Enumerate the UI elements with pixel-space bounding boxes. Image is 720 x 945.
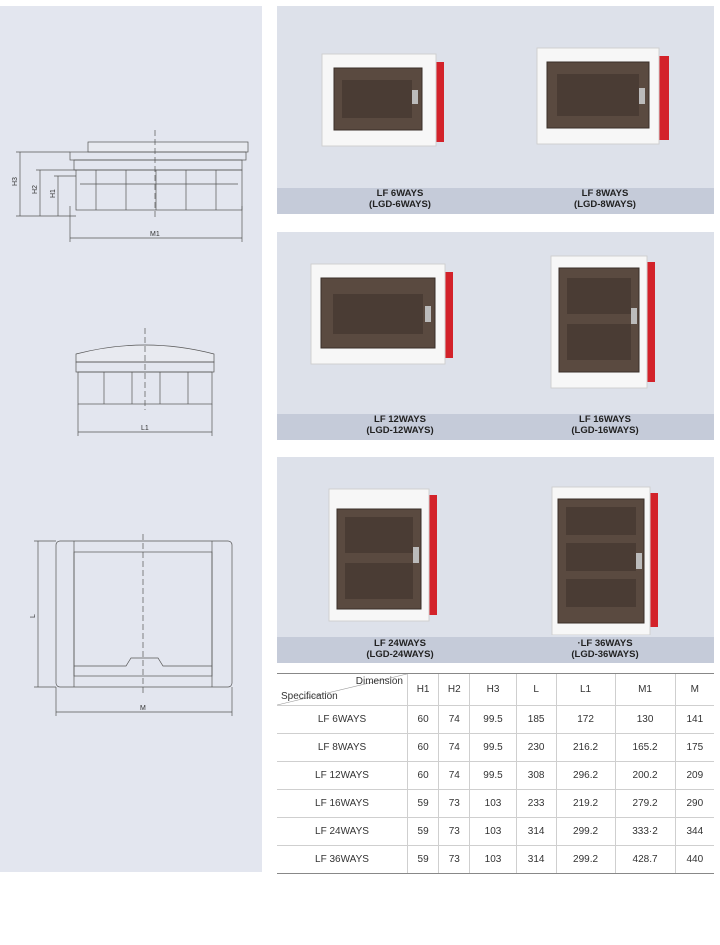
product-code: (LGD-36WAYS) [571,649,639,660]
column-header: H3 [470,674,516,706]
product-image-16ways [549,252,659,392]
table-cell: 99.5 [470,706,516,734]
table-cell: 165.2 [615,734,675,762]
table-cell: LF 12WAYS [277,762,408,790]
table-cell: 59 [408,818,439,846]
product-image-36ways [550,483,665,635]
table-cell: 314 [516,818,556,846]
table-cell: 99.5 [470,762,516,790]
table-corner-cell [277,674,408,706]
product-code: (LGD-16WAYS) [571,425,639,436]
product-caption-8ways [530,188,680,210]
table-cell: 175 [675,734,714,762]
table-cell: 216.2 [556,734,615,762]
dim-label-l: L [30,614,37,618]
table-cell: LF 36WAYS [277,846,408,874]
product-caption-6ways [325,188,475,210]
table-cell: 99.5 [470,734,516,762]
table-cell: 428.7 [615,846,675,874]
dim-label-h2: H2 [32,185,39,194]
dim-label-l1: L1 [141,425,149,432]
dim-label-h1: H1 [50,189,57,198]
product-name: LF 24WAYS [374,638,426,649]
product-code: (LGD-24WAYS) [366,649,434,660]
product-caption-16ways [530,414,680,436]
table-cell: LF 16WAYS [277,790,408,818]
table-cell: 103 [470,790,516,818]
table-cell: 299.2 [556,818,615,846]
table-cell: 185 [516,706,556,734]
product-image-8ways [535,42,675,152]
column-header: L1 [556,674,615,706]
table-cell: 141 [675,706,714,734]
table-row [277,846,714,874]
table-cell: 59 [408,846,439,874]
table-cell: 296.2 [556,762,615,790]
dim-label-m: M [140,705,146,712]
front-view-drawing [34,534,232,716]
table-cell: 60 [408,734,439,762]
product-image-6ways [320,46,450,156]
table-cell: 103 [470,818,516,846]
product-name: LF 12WAYS [374,414,426,425]
product-panel-2 [277,232,714,440]
table-cell: LF 8WAYS [277,734,408,762]
side-view-drawing [16,130,248,242]
product-panel-3 [277,457,714,663]
dim-label-h3: H3 [12,177,19,186]
table-cell: 333·2 [615,818,675,846]
product-code: (LGD-6WAYS) [369,199,431,210]
table-cell: 130 [615,706,675,734]
table-cell: 314 [516,846,556,874]
technical-drawings [0,6,262,872]
table-row [277,734,714,762]
product-name: LF 16WAYS [579,414,631,425]
column-header: M [675,674,714,706]
table-cell: 230 [516,734,556,762]
product-caption-12ways [325,414,475,436]
product-image-24ways [327,485,442,625]
table-cell: 209 [675,762,714,790]
product-caption-24ways [325,638,475,660]
product-name: LF 8WAYS [581,188,629,199]
table-cell: 172 [556,706,615,734]
specification-table [277,673,714,874]
table-cell: LF 24WAYS [277,818,408,846]
product-caption-36ways [530,638,680,660]
table-cell: 74 [439,706,470,734]
column-header: L [516,674,556,706]
table-cell: 74 [439,762,470,790]
table-header-row [277,674,714,706]
product-panel-1 [277,6,714,214]
product-code: (LGD-8WAYS) [574,199,636,210]
table-cell: LF 6WAYS [277,706,408,734]
top-view-drawing [76,328,214,436]
table-row [277,818,714,846]
corner-dimension-label: Dimension [355,676,403,687]
column-header: H2 [439,674,470,706]
table-cell: 200.2 [615,762,675,790]
table-cell: 74 [439,734,470,762]
table-row [277,762,714,790]
dim-label-m1: M1 [150,231,160,238]
product-name: ·LF 36WAYS [577,638,633,649]
table-cell: 73 [439,846,470,874]
table-cell: 103 [470,846,516,874]
table-cell: 233 [516,790,556,818]
product-image-12ways [309,260,459,370]
table-cell: 308 [516,762,556,790]
table-cell: 279.2 [615,790,675,818]
product-name: LF 6WAYS [376,188,424,199]
table-cell: 290 [675,790,714,818]
product-code: (LGD-12WAYS) [366,425,434,436]
corner-specification-label: Specification [281,691,338,702]
table-cell: 60 [408,762,439,790]
table-cell: 73 [439,818,470,846]
table-cell: 344 [675,818,714,846]
table-cell: 60 [408,706,439,734]
table-cell: 73 [439,790,470,818]
table-cell: 219.2 [556,790,615,818]
table-cell: 59 [408,790,439,818]
table-row [277,790,714,818]
column-header: H1 [408,674,439,706]
table-cell: 440 [675,846,714,874]
table-cell: 299.2 [556,846,615,874]
technical-drawings-panel [0,6,262,872]
table-row [277,706,714,734]
column-header: M1 [615,674,675,706]
